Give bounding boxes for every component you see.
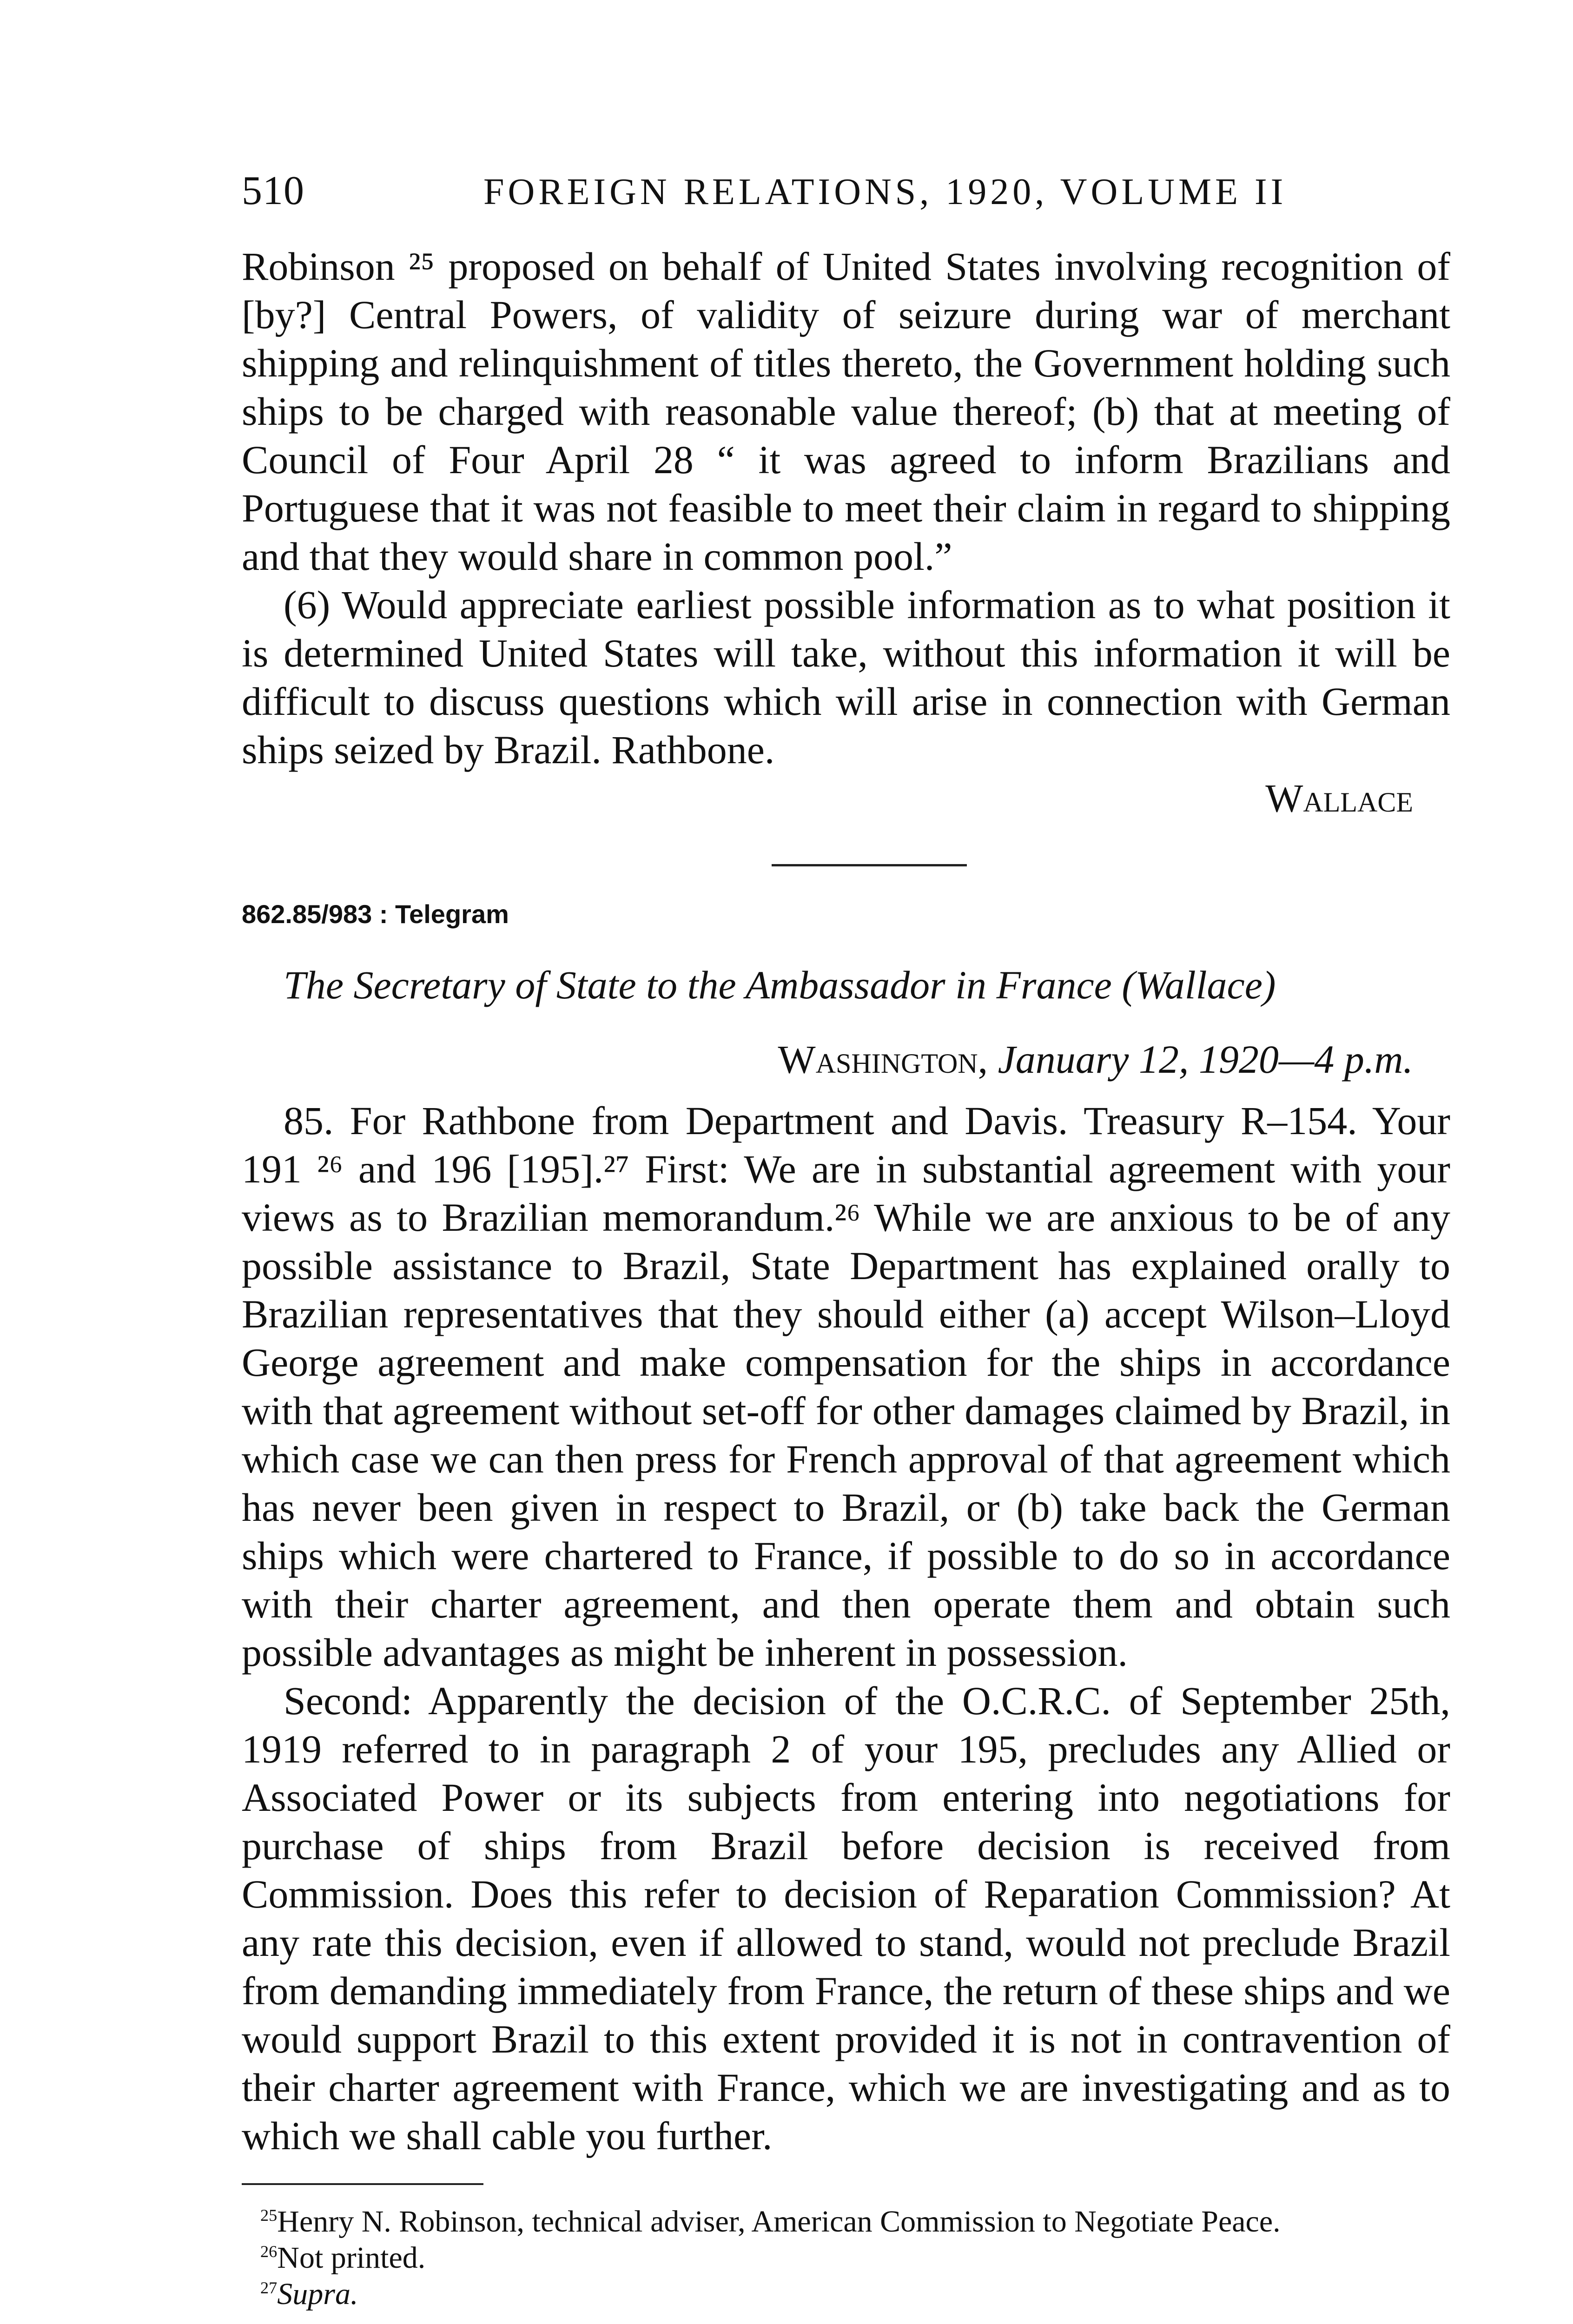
footnote-mark: 26 (260, 2242, 278, 2261)
dateline-date: January 12, 1920—4 p.m. (998, 1037, 1413, 1082)
footnote-text: Supra. (277, 2277, 358, 2311)
dateline (242, 1036, 1450, 1083)
paragraph-continuation: Robinson ²⁵ proposed on behalf of United States involving recognition of [by?] Central Powers, of validity of seizure during war of merchant shipping and relinquishment of titles thereto, the Government holding such ships to be charged with reasonable value thereof; (b) that at meeting of Council of Four April 28 “ it was agreed to inform Brazilians and Portuguese that it was not feasible to meet their claim in regard to shipping and that they would share in common pool.” (242, 244, 1450, 579)
footnote-text: Henry N. Robinson, technical adviser, American Commission to Negotiate Peace. (277, 2205, 1281, 2238)
running-title: FOREIGN RELATIONS, 1920, VOLUME II (483, 172, 1287, 212)
footnote-mark: 27 (260, 2278, 278, 2297)
document-page (242, 167, 1450, 2312)
page-number: 510 (242, 168, 304, 213)
footnote-mark: 25 (260, 2206, 278, 2225)
footnote-27 (242, 2276, 1450, 2312)
paragraph-request: (6) Would appreciate earliest possible information as to what position it is determined United States will take, without this information it will be difficult to discuss questions which will arise in connection with German ships seized by Brazil. Rathbone. (242, 582, 1450, 772)
paragraph-first: 85. For Rathbone from Department and Davis. Treasury R–154. Your 191 ²⁶ and 196 [195].²⁷ First: We are in substantial agreement with your views as to Brazilian memorandum.²⁶ While we are anxious to be of any possible assistance to Brazil, State Department has explained orally to Brazilian representatives that they should either (a) accept Wilson–Lloyd George agreement and make compensation for the ships in accordance with that agreement without set-off for other damages claimed by Brazil, in which case we can then press for French approval of that agreement which has never been given in respect to Brazil, or (b) take back the German ships which were chartered to France, if possible to do so in accordance with their charter agreement, and then operate them and obtain such possible advantages as might be inherent in possession. (242, 1098, 1450, 1675)
footnote-26 (242, 2240, 1450, 2276)
page-header (242, 167, 1450, 214)
footnote-25 (242, 2204, 1450, 2240)
section-divider (772, 864, 967, 866)
paragraph-second: Second: Apparently the decision of the O.C.R.C. of September 25th, 1919 referred to in paragraph 2 of your 195, precludes any Allied or Associated Power or its subjects from entering into negotiations for purchase of ships from Brazil before decision is received from Commission. Does this refer to decision of Reparation Commission? At any rate this decision, even if allowed to stand, would not preclude Brazil from demanding immediately from France, the return of these ships and we would support Brazil to this extent provided it is not in contravention of their charter agreement with France, which we are investigating and as to which we shall cable you further. (242, 1678, 1450, 2158)
footnote-divider (242, 2183, 483, 2185)
signature: Wallace (1265, 776, 1413, 820)
document-title: The Secretary of State to the Ambassador in France (Wallace) (284, 963, 1276, 1007)
footnote-text: Not printed. (277, 2241, 426, 2275)
file-reference: 862.85/983 : Telegram (242, 899, 509, 929)
dateline-place: Washington, (778, 1037, 988, 1082)
